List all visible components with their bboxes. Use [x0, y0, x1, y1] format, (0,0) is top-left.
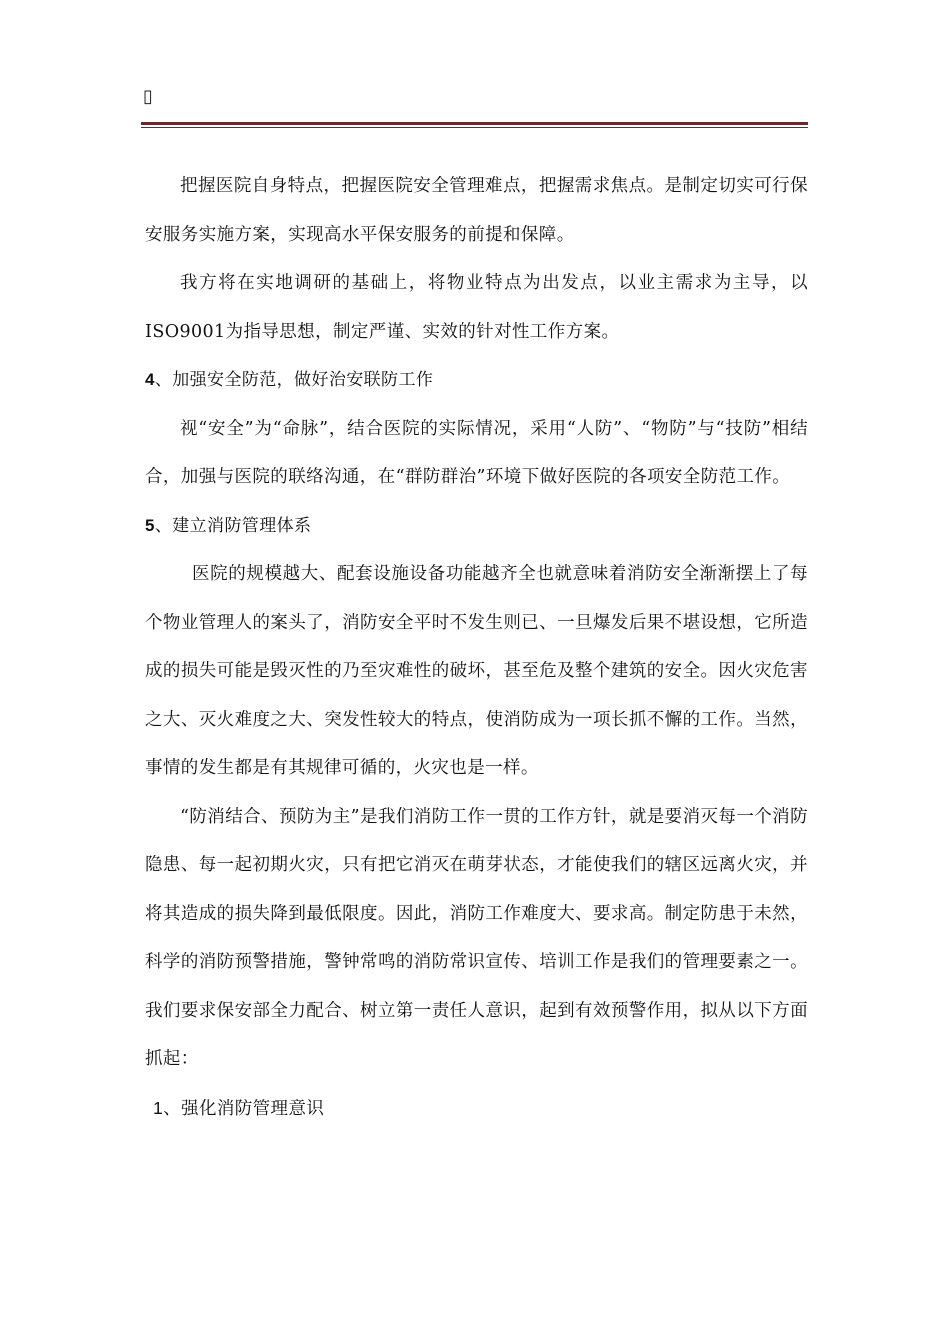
paragraph-focus-points: 把握医院自身特点，把握医院安全管理难点，把握需求焦点。是制定切实可行保安服务实施方案，实现高水平保安服务的前提和保障。	[145, 176, 808, 245]
paragraph-fire-risk: 医院的规模越大、配套设施设备功能越齐全也就意味着消防安全渐渐摆上了每个物业管理人的案头了，消防安全平时不发生则已、一旦爆发后果不堪设想，它所造成的损失可能是毁灭性的乃至灾难性的破坏，甚至危及整个建筑的安全。因火灾危害之大、灭火难度之大、突发性较大的特点，使消防成为一项长抓不懈的工作。当然，事情的发生都是有其规律可循的，火灾也是一样。	[145, 564, 808, 778]
sub-item-title: 、强化消防管理意识	[163, 1098, 325, 1119]
section-number: 4	[145, 370, 155, 389]
sub-item-number: 1	[153, 1097, 164, 1118]
paragraph-iso-approach: 我方将在实地调研的基础上，将物业特点为出发点，以业主需求为主导，以ISO9001为指导思想，制定严谨、实效的针对性工作方案。	[145, 273, 808, 342]
document-body	[145, 162, 808, 1133]
section-heading-4	[145, 356, 808, 405]
header-rule-thick	[141, 122, 808, 125]
header-rule-thin	[141, 127, 808, 128]
section-title: 、建立消防管理体系	[154, 515, 312, 536]
section-heading-5	[145, 502, 808, 551]
header-glyph: ▯	[143, 86, 153, 107]
section-number: 5	[145, 515, 155, 535]
paragraph-fire-policy: “防消结合、预防为主”是我们消防工作一贯的工作方针，就是要消灭每一个消防隐患、每一起初期火灾，只有把它消灭在萌芽状态，才能使我们的辖区远离火灾，并将其造成的损失降到最低限度。因此，消防工作难度大、要求高。制定防患于未然，科学的消防预警措施，警钟常鸣的消防常识宣传、培训工作是我们的管理要素之一。我们要求保安部全力配合、树立第一责任人意识，起到有效预警作用，拟从以下方面抓起：	[145, 806, 808, 1069]
paragraph-security-defense: 视“安全”为“命脉”，结合医院的实际情况，采用“人防”、“物防”与“技防”相结合，加强与医院的联络沟通，在“群防群治”环境下做好医院的各项安全防范工作。	[145, 418, 808, 487]
sub-item-1	[145, 1084, 808, 1134]
section-title: 、加强安全防范，做好治安联防工作	[154, 370, 434, 390]
